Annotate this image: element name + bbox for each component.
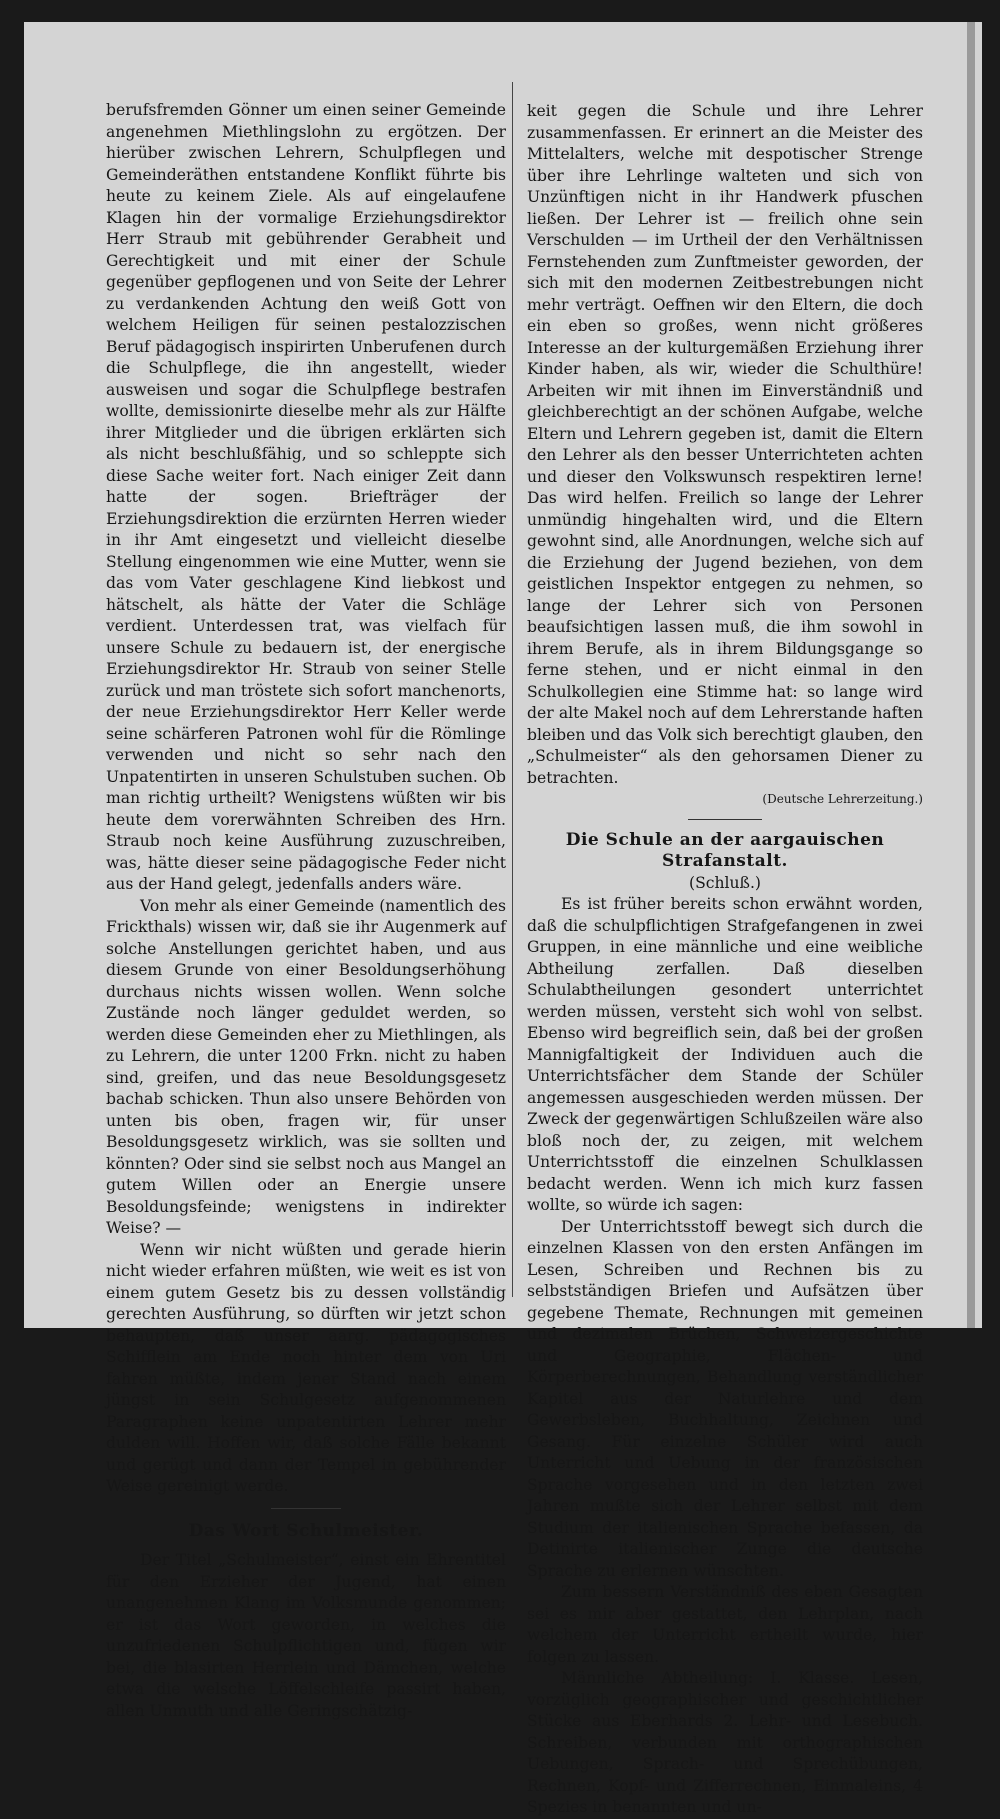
right-paragraph-5: Männliche Abtheilung: I. Klasse. Lesen, vorzüglich geographischer und geschichtlicher Stücke aus Eberhards 2. Lehr- und Lesebuch. Schreiben, verbunden mit orthographischen Uebungen, Sprach- und Sprechübungen, Rechnen, Kopf- und Zifferrechnen, Einmaleins, 4 Spezies in benannten und un- (527, 1669, 923, 1816)
right-paragraph-4: Zum bessern Verständniß des eben Gesagten sei es mir aber gestattet, den Lehrplan, nach welchem der Unterricht ertheilt wurde, hier folgen zu lassen. (527, 1583, 923, 1666)
section-divider (271, 1508, 341, 1509)
left-column (106, 100, 506, 1722)
source-citation: (Deutsche Lehrerzeitung.) (762, 792, 923, 806)
article-heading-strafanstalt: Die Schule an der aargauischen Strafanstalt. (565, 829, 885, 871)
column-divider (512, 82, 513, 1297)
left-paragraph-3: Wenn wir nicht wüßten und gerade hierin nicht wieder erfahren müßten, wie weit es ist von einem gutem Gesetz bis zu dessen vollständig gerechten Ausführung, so dürften wir jetzt schon behaupten, daß unser aarg. pädagogisches Schifflein am Ende noch hinter dem von Uri fahren müßte, indem jener Stand nach einem jüngst in sein Schulgesetz aufgenommenen Paragraphen keine unpatentirten Lehrer mehr dulden will. Hoffen wir, daß solche Fälle bekannt und gerügt und dann der Tempel in gebührender Weise gereinigt werde. (106, 1240, 506, 1495)
right-column (527, 101, 923, 1819)
left-paragraph-2: Von mehr als einer Gemeinde (namentlich des Frickthals) wissen wir, daß sie ihr Augenmerk auf solche Anstellungen gerichtet haben, und aus diesem Grunde von einer Besoldungserhöhung durchaus nichts wissen wollen. Wenn solche Zustände noch länger geduldet werden, so werden diese Gemeinden eher zu Miethlingen, als zu Lehrern, die unter 1200 Frkn. nicht zu haben sind, greifen, und das neue Besoldungsgesetz bachab schicken. Thun also unsere Behörden von unten bis oben, fragen wir, für unser Besoldungsgesetz wirklich, was sie sollten und könnten? Oder sind sie selbst noch aus Mangel an gutem Willen oder an Energie unsere Besoldungsfeinde; wenigstens in indirekter Weise? — (106, 896, 506, 1237)
left-paragraph-4: Der Titel „Schulmeister“, einst ein Ehrentitel für den Erzieher der Jugend, hat einen unangenehmen Klang im Volksmunde genommen; er ist das Wort geworden, in welches die unzufriedenen Schulpflichtigen und, fügen wir bei, die blasirten Herrlein und Dämchen, welche etwa die welsche Löffelschleife passirt haben, allen Unmuth und alle Geringschätzig- (106, 1551, 506, 1720)
page-edge (967, 22, 975, 1328)
right-paragraph-2: Es ist früher bereits schon erwähnt worden, daß die schulpflichtigen Strafgefangenen in zwei Gruppen, in eine männliche und eine weibliche Abtheilung zerfallen. Daß dieselben Schulabtheilungen gesondert unterrichtet werden müssen, versteht sich wohl von selbst. Ebenso wird begreiflich sein, daß bei der großen Mannigfaltigkeit der Individuen auch die Unterrichtsfächer dem Stande der Schüler angemessen ausgeschieden werden müssen. Der Zweck der gegenwärtigen Schlußzeilen wäre also bloß noch der, zu zeigen, mit welchem Unterrichtsstoff die einzelnen Schulklassen bedacht werden. Wenn ich mich kurz fassen wollte, so würde ich sagen: (527, 895, 923, 1214)
right-paragraph-3: Der Unterrichtsstoff bewegt sich durch die einzelnen Klassen von den ersten Anfängen im Lesen, Schreiben und Rechnen bis zu selbstständigen Briefen und Aufsätzen über gegebene Themate, Rechnungen mit gemeinen und dezimalen Brüchen, Schweizergeschichte und Geographie, Flächen- und Körperberechnungen, Behandlung verständlicher Kapitel aus der Naturlehre und dem Gewerbsleben, Buchhaltung, Zeichnen und Gesang. Für einzelne Schüler wird auch Unterricht und Uebung in der französischen Sprache vorgesehen und in den letzten zwei Jahren mußte sich der Lehrer selbst mit dem Studium der italienischen Sprache befassen, da Detinirte italienischer Zunge die deutsche Sprache zu erlernen wünschten. (527, 1217, 923, 1580)
article-heading-schulmeister: Das Wort Schulmeister. (188, 1520, 424, 1541)
right-paragraph-1: keit gegen die Schule und ihre Lehrer zusammenfassen. Er erinnert an die Meister des Mittelalters, welche mit despotischer Strenge über ihre Lehrlinge walteten und sich von Unzünftigen nicht in ihr Handwerk pfuschen ließen. Der Lehrer ist — freilich ohne sein Verschulden — im Urtheil der den Verhältnissen Fernstehenden zum Zunftmeister geworden, der sich mit den modernen Zeitbestrebungen nicht mehr verträgt. Oeffnen wir den Eltern, die doch ein eben so großes, wenn nicht größeres Interesse an der kulturgemäßen Erziehung ihrer Kinder haben, als wir, wieder die Schulthüre! Arbeiten wir mit ihnen im Einverständniß und gleichberechtigt an der schönen Aufgabe, welche Eltern und Lehrern gegeben ist, damit die Eltern den Lehrer als den besser Unterrichteten achten und dieser den Volkswunsch respektiren lerne! Das wird helfen. Freilich so lange der Lehrer unmündig hingehalten wird, und die Eltern gewohnt sind, alle Anordnungen, welche sich auf die Erziehung der Jugend beziehen, von dem geistlichen Inspektor entgegen zu nehmen, so lange der Lehrer sich von Personen beaufsichtigen lassen muß, die ihm sowohl in ihrem Berufe, als in ihrem Bildungsgange so ferne stehen, und er nicht einmal in den Schulkollegien eine Stimme hat: so lange wird der alte Makel noch auf dem Lehrerstande haften bleiben und das Volk sich berechtigt glauben, den „Schulmeister“ als den gehorsamen Diener zu betrachten. (527, 102, 923, 787)
left-paragraph-1: berufsfremden Gönner um einen seiner Gemeinde angenehmen Miethlingslohn zu ergötzen. Der hierüber zwischen Lehrern, Schulpflegen und Gemeinderäthen entstandene Konflikt führte bis heute zu keinem Ziele. Als auf eingelaufene Klagen hin der vormalige Erziehungsdirektor Herr Straub mit gebührender Gerabheit und Gerechtigkeit und mit einer der Schule gegenüber gepflogenen und von Seite der Lehrer zu verdankenden Achtung den weiß Gott von welchem Heiligen für seinen pestalozzischen Beruf pädagogisch inspirirten Unberufenen durch die Schulpflege, die ihn angestellt, wieder ausweisen und sogar die Schulpflege bestrafen wollte, demissionirte dieselbe mehr als zur Hälfte ihrer Mitglieder und die übrigen erklärten sich als nicht beschlußfähig, und so schleppte sich diese Sache weiter fort. Nach einiger Zeit dann hatte der sogen. Briefträger der Erziehungsdirektion die erzürnten Herren wieder in ihr Amt eingesetzt und vielleicht dieselbe Stellung eingenommen wie eine Mutter, wenn sie das vom Vater geschlagene Kind liebkost und hätschelt, als hätte der Vater die Schläge verdient. Unterdessen trat, was vielfach für unsere Schule zu bedauern ist, der energische Erziehungsdirektor Hr. Straub von seiner Stelle zurück und man tröstete sich sofort manchenorts, der neue Erziehungsdirektor Herr Keller werde seine schärferen Patronen wohl für die Römlinge verwenden und nicht so sehr nach den Unpatentirten in unseren Schulstuben suchen. Ob man richtig urtheilt? Wenigstens wüßten wir bis heute dem vorerwähnten Schreiben des Hrn. Straub noch keine Ausführung zuzuschreiben, was, hätte dieser seine pädagogische Feder nicht aus der Hand gelegt, jedenfalls anders wäre. (106, 101, 506, 893)
article-subheading: (Schluß.) (688, 873, 762, 892)
section-divider (688, 819, 762, 820)
